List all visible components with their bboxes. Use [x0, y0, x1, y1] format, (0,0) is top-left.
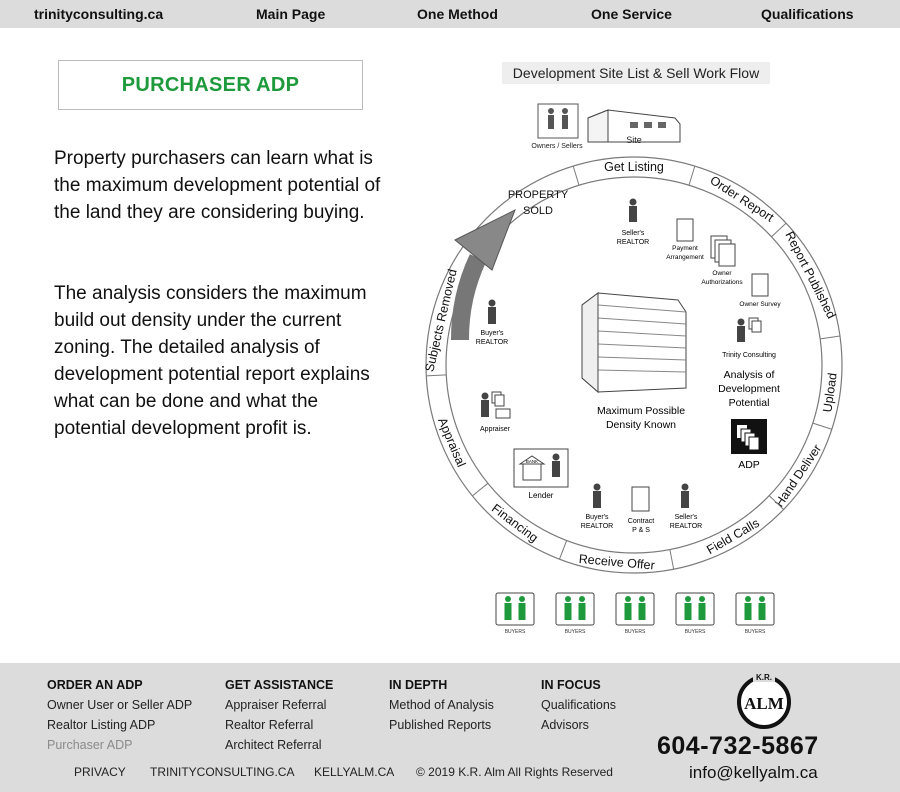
ring-label: Get Listing [604, 160, 664, 174]
lender-bank-icon [514, 449, 568, 487]
footer-depth-heading: IN DEPTH [389, 678, 448, 692]
buyers-icon [736, 593, 774, 625]
buyer-body [745, 603, 752, 620]
ring-label: Field Calls [704, 515, 762, 558]
owners-label: Owners / Sellers [531, 143, 583, 150]
buyer-head [579, 596, 585, 602]
buyer-body [699, 603, 706, 620]
buyers-icon [616, 593, 654, 625]
ring-label: Financing [488, 501, 541, 546]
footer-link-owner-adp[interactable]: Owner User or Seller ADP [47, 698, 193, 712]
nav-site-link[interactable]: trinityconsulting.ca [34, 6, 164, 22]
footer-link-method[interactable]: Method of Analysis [389, 698, 494, 712]
buyer-head [685, 596, 691, 602]
buyer-body [565, 603, 572, 620]
kellyalm-link[interactable]: KELLYALM.CA [314, 765, 395, 779]
contract-label-2: P & S [632, 527, 650, 534]
buyer-head [759, 596, 765, 602]
footer-link-published-reports[interactable]: Published Reports [389, 718, 492, 732]
buyer-head [699, 596, 705, 602]
footer-link-advisors[interactable]: Advisors [541, 718, 589, 732]
ring-label: Receive Offer [578, 551, 656, 573]
owner-survey-label: Owner Survey [739, 301, 781, 308]
buyer-body [505, 603, 512, 620]
buyers-realtor-label-1: Buyer's [480, 330, 504, 337]
owner-auth-label-2: Authorizations [701, 279, 743, 286]
diagram-title: Development Site List & Sell Work Flow [502, 62, 770, 84]
buyer-head [565, 596, 571, 602]
ring-separator [426, 375, 446, 376]
ring-label: Appraisal [435, 415, 469, 470]
footer-order-column [47, 675, 192, 755]
buyers-realtor-bottom-icon [593, 484, 601, 509]
nav-one-method[interactable]: One Method [417, 6, 498, 22]
alm-logo [733, 669, 795, 731]
ring-separator [559, 541, 566, 560]
footer-link-architect-referral[interactable]: Architect Referral [225, 738, 322, 752]
contract-label-1: Contract [627, 518, 655, 525]
ring-label: Subjects Removed [422, 267, 460, 374]
buyer-body [625, 603, 632, 620]
appraiser-label: Appraiser [480, 426, 510, 433]
buyer-head [625, 596, 631, 602]
footer-link-purchaser-adp[interactable]: Purchaser ADP [47, 738, 133, 752]
footer-link-appraiser-referral[interactable]: Appraiser Referral [225, 698, 327, 712]
privacy-link[interactable]: PRIVACY [74, 765, 126, 779]
buyers-icon [496, 593, 534, 625]
ring-separator [689, 166, 695, 185]
buyer-body [579, 603, 586, 620]
footer-assist-column [225, 675, 333, 755]
sellers-realtor-bottom-label-1: Seller's [674, 514, 698, 521]
buyers-icon [676, 593, 714, 625]
buyer-head [505, 596, 511, 602]
nav-qualifications[interactable]: Qualifications [761, 6, 854, 22]
owner-auth-label-1: Owner [712, 270, 732, 277]
buyers-label: BUYERS [564, 629, 586, 635]
buyers-realtor-icon [488, 300, 496, 325]
ring-label: Upload [820, 371, 840, 414]
sellers-realtor-bottom-icon [681, 484, 689, 509]
buyers-icon [556, 593, 594, 625]
property-sold-line2: SOLD [523, 205, 553, 217]
max-density-label-1: Maximum Possible [596, 405, 686, 417]
ring-label: Report Published [782, 229, 839, 322]
max-density-building-icon [582, 293, 686, 392]
contract-doc-icon [632, 487, 649, 511]
analysis-paragraph: The analysis considers the maximum build out density under the current zoning. The detailed analysis of development potential report explains what can be done and what the potential development profit is. [54, 283, 370, 439]
ring-separator [670, 550, 674, 570]
trinity-label: Trinity Consulting [722, 352, 776, 359]
logo-top-text: K.R. [756, 673, 772, 682]
adp-report-icon [731, 419, 767, 454]
ring-label: Hand Deliver [772, 441, 825, 510]
owner-survey-doc-icon [752, 274, 768, 296]
lender-label: Lender [528, 491, 554, 500]
ring-separator [820, 336, 840, 339]
trinity-link[interactable]: TRINITYCONSULTING.CA [150, 765, 295, 779]
authorizations-docs-icon [711, 236, 735, 266]
sellers-realtor-icon [629, 199, 637, 223]
copyright-text: © 2019 K.R. Alm All Rights Reserved [416, 765, 613, 779]
footer-assist-heading: GET ASSISTANCE [225, 678, 334, 692]
intro-paragraph: Property purchasers can learn what is the maximum development potential of the land they are considering buying. [54, 148, 381, 223]
footer-focus-heading: IN FOCUS [541, 678, 601, 692]
payment-label-2: Arrangement [666, 254, 704, 261]
nav-main-page[interactable]: Main Page [256, 6, 326, 22]
buyers-label: BUYERS [744, 629, 766, 635]
buyers-realtor-bottom-label-1: Buyer's [585, 514, 609, 521]
max-density-label-2: Density Known [605, 419, 677, 431]
footer-link-qualifications[interactable]: Qualifications [541, 698, 617, 712]
email-address[interactable]: info@kellyalm.ca [689, 763, 818, 782]
ring-separator [813, 423, 832, 429]
buyers-realtor-label-2: REALTOR [475, 339, 509, 346]
trinity-consultant-icon [737, 318, 761, 342]
analysis-label-3: Potential [728, 397, 770, 409]
owners-icon [538, 104, 578, 138]
payment-doc-icon [677, 219, 693, 241]
property-sold-line1: PROPERTY [507, 189, 569, 201]
sellers-realtor-label-2: REALTOR [616, 239, 650, 246]
bank-label: BANK [525, 459, 539, 464]
buyers-label: BUYERS [504, 629, 526, 635]
footer-link-realtor-adp[interactable]: Realtor Listing ADP [47, 718, 156, 732]
appraiser-icon [481, 392, 510, 418]
page-title: PURCHASER ADP [121, 73, 300, 96]
nav-one-service[interactable]: One Service [591, 6, 672, 22]
site-label: Site [626, 135, 642, 145]
phone-number[interactable]: 604-732-5867 [657, 732, 819, 760]
analysis-label-2: Development [718, 383, 780, 395]
sellers-realtor-label-1: Seller's [621, 230, 645, 237]
adp-label: ADP [738, 459, 760, 471]
ring-label: Order Report [707, 173, 777, 225]
buyer-head [519, 596, 525, 602]
buyer-body [759, 603, 766, 620]
sold-arrow-icon [455, 210, 515, 340]
buyers-group [496, 593, 774, 635]
analysis-label-1: Analysis of [723, 369, 775, 381]
footer-depth-column [389, 675, 494, 735]
ring-separator [573, 166, 579, 185]
payment-label-1: Payment [672, 245, 698, 252]
buyer-body [685, 603, 692, 620]
buyer-body [639, 603, 646, 620]
logo-text: ALM [744, 694, 784, 713]
buyer-head [639, 596, 645, 602]
buyers-realtor-bottom-label-2: REALTOR [580, 523, 614, 530]
footer-order-heading: ORDER AN ADP [47, 678, 143, 692]
buyers-label: BUYERS [684, 629, 706, 635]
footer-link-realtor-referral[interactable]: Realtor Referral [225, 718, 314, 732]
footer-focus-column [541, 675, 616, 735]
buyer-head [745, 596, 751, 602]
buyer-body [519, 603, 526, 620]
ring-separator [472, 483, 488, 496]
sellers-realtor-bottom-label-2: REALTOR [669, 523, 703, 530]
buyers-label: BUYERS [624, 629, 646, 635]
